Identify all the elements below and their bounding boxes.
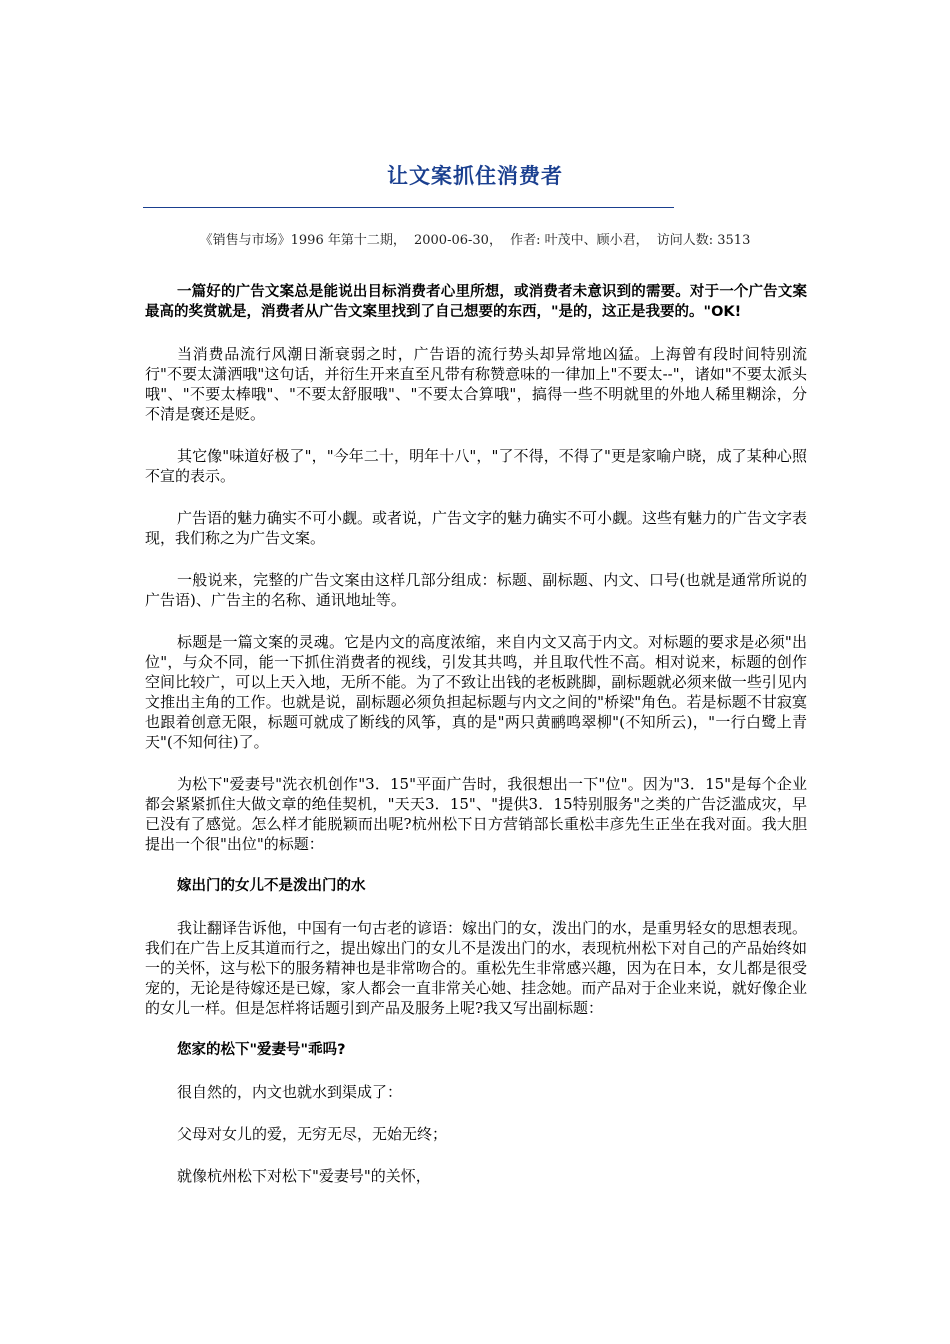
title-divider [143,207,674,208]
body-paragraph: 为松下"爱妻号"洗衣机创作"3．15"平面广告时，我很想出一下"位"。因为"3．15"是每个企业都会紧紧抓住大做文章的绝佳契机，"天天3．15"、"提供3．15特别服务"之类的广告泛滥成灾，早已没有了感觉。怎么样才能脱颖而出呢?杭州松下日方营销部长重松丰彦先生正坐在我对面。我大胆提出一个很"出位"的标题： [145,775,807,853]
meta-source: 《销售与市场》1996 年第十二期， [199,233,406,248]
ad-headline: 嫁出门的女儿不是泼出门的水 [177,878,366,894]
article-meta [0,229,950,248]
body-paragraph: 一般说来，完整的广告文案由这样几部分组成：标题、副标题、内文、口号(也就是通常所说的广告语)、广告主的名称、通讯地址等。 [145,571,807,609]
body-paragraph: 标题是一篇文案的灵魂。它是内文的高度浓缩，来自内文又高于内文。对标题的要求是必须"出位"，与众不同，能一下抓住消费者的视线，引发其共鸣，并且取代性不高。相对说来，标题的创作空间比较广，可以上天入地，无所不能。为了不致让出钱的老板跳脚，副标题就必须来做一些引见内文推出主角的工作。也就是说，副标题必须负担起标题与内文之间的"桥梁"角色。若是标题不甘寂寞也跟着创意无限，标题可就成了断线的风筝，真的是"两只黄鹂鸣翠柳"(不知所云)，"一行白鹭上青天"(不知何往)了。 [145,633,807,751]
body-paragraph: 其它像"味道好极了"，"今年二十，明年十八"，"了不得，不得了"更是家喻户晓，成了某种心照不宣的表示。 [145,447,807,485]
lead-paragraph: 一篇好的广告文案总是能说出目标消费者心里所想，或消费者未意识到的需要。对于一个广告文案最高的奖赏就是，消费者从广告文案里找到了自己想要的东西，"是的，这正是我要的。"OK! [145,284,807,320]
body-paragraph: 父母对女儿的爱，无穷无尽，无始无终； [177,1125,448,1143]
ad-subheadline: 您家的松下"爱妻号"乖吗? [177,1042,346,1058]
body-paragraph: 当消费品流行风潮日渐衰弱之时，广告语的流行势头却异常地凶猛。上海曾有段时间特别流行"不要太潇洒哦"这句话，并衍生开来直至凡带有称赞意味的一律加上"不要太--"，诸如"不要太派头哦"、"不要太棒哦"、"不要太舒服哦"、"不要太合算哦"，搞得一些不明就里的外地人稀里糊涂，分不清是褒还是贬。 [145,345,807,423]
meta-date: 2000-06-30， [413,233,502,248]
body-paragraph: 我让翻译告诉他，中国有一句古老的谚语：嫁出门的女，泼出门的水，是重男轻女的思想表现。我们在广告上反其道而行之，提出嫁出门的女儿不是泼出门的水，表现杭州松下对自己的产品始终如一的关怀，这与松下的服务精神也是非常吻合的。重松先生非常感兴趣，因为在日本，女儿都是很受宠的，无论是待嫁还是已嫁，家人都会一直非常关心她、挂念她。而产品对于企业来说，就好像企业的女儿一样。但是怎样将话题引到产品及服务上呢?我又写出副标题： [145,919,808,1017]
body-paragraph: 很自然的，内文也就水到渠成了： [177,1083,403,1101]
article-body [145,282,807,1208]
body-paragraph: 就像杭州松下对松下"爱妻号"的关怀， [177,1167,431,1185]
meta-author: 作者: 叶茂中、顾小君， [510,233,649,248]
meta-visits: 访问人数: 3513 [656,233,751,248]
article-title: 让文案抓住消费者 [387,164,563,188]
body-paragraph: 广告语的魅力确实不可小觑。或者说，广告文字的魅力确实不可小觑。这些有魅力的广告文字表现，我们称之为广告文案。 [145,509,808,547]
